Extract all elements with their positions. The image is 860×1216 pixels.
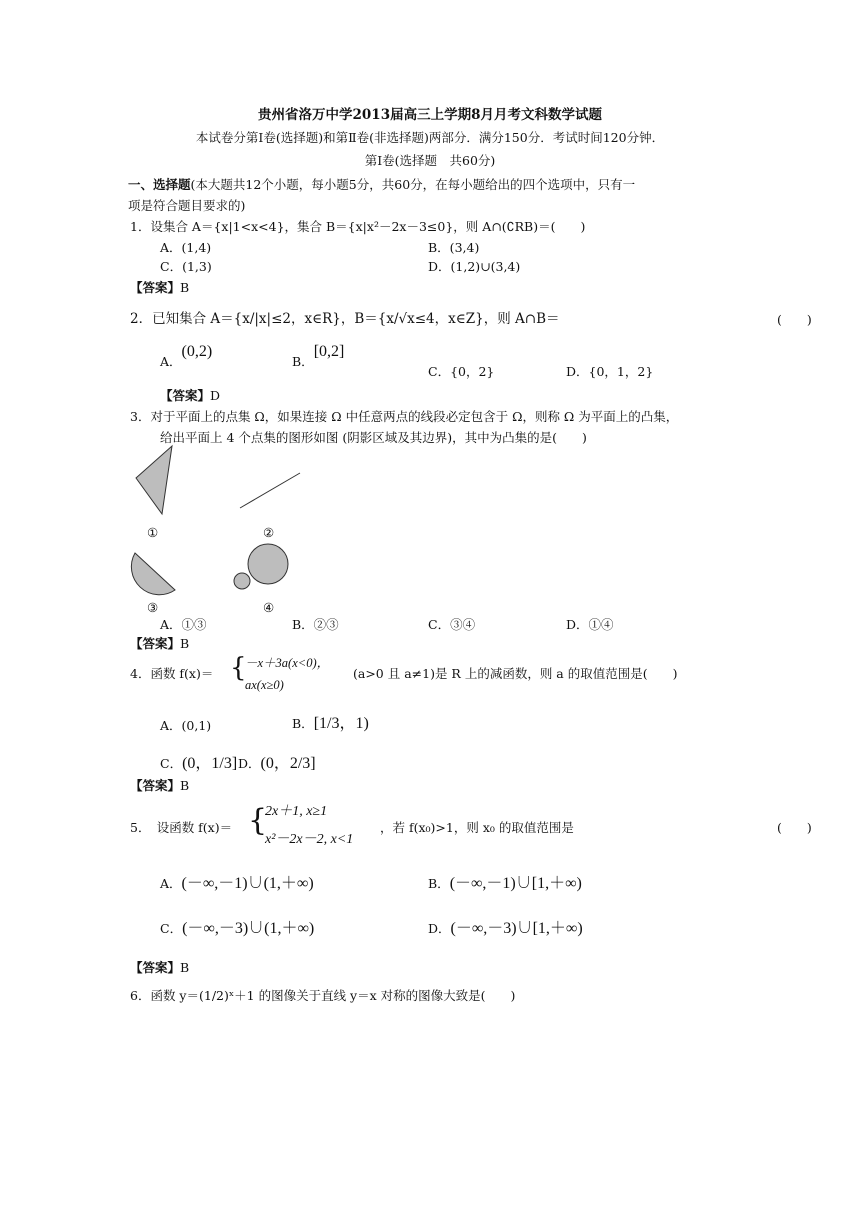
answer-value: B [180,636,190,651]
q2-option-c: C．{0，2} [428,364,495,379]
figure-3-half-disc [131,553,175,595]
answer-label: 【答案】 [130,960,181,975]
option-label: B． [292,716,314,731]
q4-option-c [160,754,237,773]
q3-option-d: D．①④ [566,617,614,632]
q3-stem-line2: 给出平面上 4 个点集的图形如图 (阴影区域及其边界)，其中为凸集的是( ) [160,430,587,445]
answer-label: 【答案】 [160,388,211,403]
q5-option-c [160,919,314,938]
answer-label: 【答案】 [130,280,181,295]
q2-option-d: D．{0，1，2} [566,364,654,379]
page-title: 贵州省洛万中学2013届高三上学期8月月考文科数学试题 [258,107,602,123]
exam-intro: 本试卷分第Ⅰ卷(选择题)和第Ⅱ卷(非选择题)两部分．满分150分．考试时间120分钟． [195,130,665,145]
q4-stem-prefix: 4．函数 f(x)＝ [130,666,214,681]
q2-stem: 2．已知集合 A＝{x/|x|≤2，x∈R}，B＝{x/√x≤4，x∈Z}，则 A∩B＝ [130,311,560,327]
answer-value: D [210,388,221,403]
option-label: A． [160,876,182,891]
option-math: (－∞,－1)∪(1,＋∞) [181,875,314,892]
figure-label-3: ③ [147,600,159,615]
figure-1-triangle-shape [136,446,172,514]
option-math: (－∞,－1)∪[1,＋∞) [449,875,582,892]
option-label: C． [160,756,183,771]
figure-4-small-circle [234,573,250,589]
q4-option-a: A．(0,1) [160,718,212,733]
figure-4-large-circle [248,544,288,584]
q1-stem: 1．设集合 A＝{x|1<x<4}，集合 B＝{x|x²－2x－3≤0}，则 A∩(∁RB)＝( ) [130,219,586,234]
q4-option-d [238,754,316,773]
q4-answer [130,778,189,793]
q5-answer [130,960,189,975]
option-math: (0，1/3] [182,755,238,772]
option-math: [0,2] [313,343,345,360]
answer-label: 【答案】 [130,778,181,793]
q2-answer [160,388,220,403]
q1-option-d: D．(1,2)∪(3,4) [428,259,521,274]
q4-stem-suffix: (a>0 且 a≠1)是 R 上的减函数，则 a 的取值范围是( ) [353,666,678,681]
option-label: D． [238,756,261,771]
q5-brace: { [248,803,268,838]
q1-answer [130,280,189,295]
option-label: C． [160,921,183,936]
part-one-heading: 第Ⅰ卷(选择题 共60分) [364,153,496,168]
q4-option-b [292,714,369,733]
figure-label-2: ② [263,525,275,540]
q3-option-b: B．②③ [292,617,339,632]
q5-stem-prefix: 5． 设函数 f(x)＝ [130,820,233,835]
q1-option-a: A．(1,4) [160,240,212,255]
answer-label: 【答案】 [130,636,181,651]
q2-option-a [160,343,213,371]
q5-option-b [428,874,582,893]
q3-option-a: A．①③ [160,617,207,632]
answer-value: B [180,778,190,793]
option-label: B． [428,876,450,891]
q5-option-d [428,919,583,938]
q4-brace: { [230,653,247,683]
q1-option-c: C．(1,3) [160,259,212,274]
option-label: A． [160,354,182,369]
figure-2-line-segment [240,473,300,508]
section-heading-rest: (本大题共12个小题，每小题5分，共60分，在每小题给出的四个选项中，只有一 [190,177,636,192]
q3-option-c: C．③④ [428,617,476,632]
q1-option-b: B．(3,4) [428,240,480,255]
figure-label-1: ① [147,525,159,540]
q3-stem-line1: 3．对于平面上的点集 Ω，如果连接 Ω 中任意两点的线段必定包含于 Ω，则称 Ω 为平面上的凸集， [130,409,679,424]
q4-case1: －x＋3a(x<0)， [245,656,330,670]
q5-option-a [160,874,314,893]
option-math: (0,2) [181,343,213,360]
section-heading-bold: 一、选择题 [128,177,191,192]
q5-stem-suffix: ，若 f(x₀)>1，则 x₀ 的取值范围是 [380,820,574,835]
q6-stem: 6．函数 y＝(1/2)ˣ＋1 的图像关于直线 y＝x 对称的图像大致是( ) [130,988,516,1003]
option-label: D． [428,921,451,936]
q5-paren: ( ) [777,820,812,835]
option-math: (0，2/3] [260,755,316,772]
section-heading [128,177,635,192]
option-math: (－∞,－3)∪(1,＋∞) [182,920,315,937]
section-heading-line2: 项是符合题目要求的) [128,198,246,213]
q5-case1: 2x＋1, x≥1 [265,804,328,819]
figure-label-4: ④ [263,600,275,615]
q2-paren: ( ) [777,312,812,327]
option-math: (－∞,－3)∪[1,＋∞) [450,920,583,937]
answer-value: B [180,960,190,975]
option-math: [1/3，1) [313,715,369,732]
q3-answer [130,636,189,651]
option-label: B． [292,354,314,369]
q4-case2: ax(x≥0) [245,678,284,692]
q5-case2: x²－2x－2, x<1 [265,832,354,847]
q2-option-b [292,343,345,371]
answer-value: B [180,280,190,295]
